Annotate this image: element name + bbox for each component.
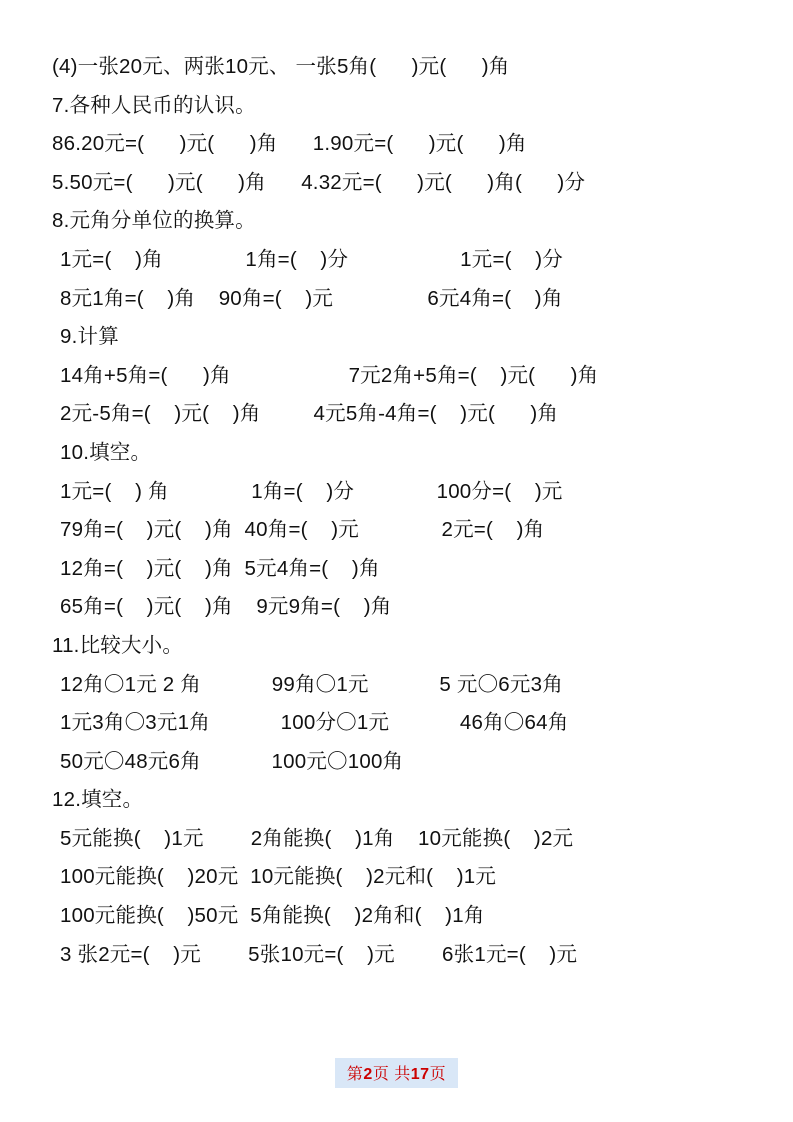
footer-suffix: 页 [429,1066,447,1083]
page-number-badge [335,1058,458,1088]
text-line: 65角=( )元( )角 9元9角=( )角 [60,595,392,619]
text-line: 100元能换( )20元 10元能换( )2元和( )1元 [60,865,497,889]
text-line: 12.填空。 [52,788,144,812]
text-line: 100元能换( )50元 5角能换( )2角和( )1角 [60,904,485,928]
footer-prefix: 第 [346,1066,364,1083]
text-line: 50元〇48元6角 100元〇100角 [60,749,404,773]
text-line: 14角+5角=( )角 7元2角+5角=( )元( )角 [60,363,599,387]
text-line: 2元-5角=( )元( )角 4元5角-4角=( )元( )角 [60,402,559,426]
text-line: 5.50元=( )元( )角 4.32元=( )元( )角( )分 [52,170,586,194]
text-line: 9.计算 [60,325,119,349]
text-line: 1元3角〇3元1角 100分〇1元 46角〇64角 [60,711,569,735]
footer-middle: 页 共 [372,1066,411,1083]
text-line: 12角=( )元( )角 5元4角=( )角 [60,556,380,580]
page-footer [0,1058,793,1088]
text-line: 7.各种人民币的认识。 [52,93,256,117]
worksheet-body [52,48,741,974]
footer-total-pages: 17 [410,1066,430,1083]
text-line: 12角〇1元 2 角 99角〇1元 5 元〇6元3角 [60,672,563,696]
text-line: (4)一张20元、两张10元、 一张5角( )元( )角 [52,55,510,78]
text-line: 8.元角分单位的换算。 [52,209,256,233]
text-line: 79角=( )元( )角 40角=( )元 2元=( )角 [60,518,545,542]
text-line: 1元=( ) 角 1角=( )分 100分=( )元 [60,479,563,503]
text-line: 3 张2元=( )元 5张10元=( )元 6张1元=( )元 [60,942,578,966]
text-line: 5元能换( )1元 2角能换( )1角 10元能换( )2元 [60,826,574,850]
text-line: 86.20元=( )元( )角 1.90元=( )元( )角 [52,132,527,156]
text-line: 1元=( )角 1角=( )分 1元=( )分 [60,247,563,271]
text-line: 11.比较大小。 [52,633,184,657]
footer-page-number: 2 [363,1066,373,1083]
text-line: 10.填空。 [60,440,152,464]
text-line: 8元1角=( )角 90角=( )元 6元4角=( )角 [60,286,563,310]
